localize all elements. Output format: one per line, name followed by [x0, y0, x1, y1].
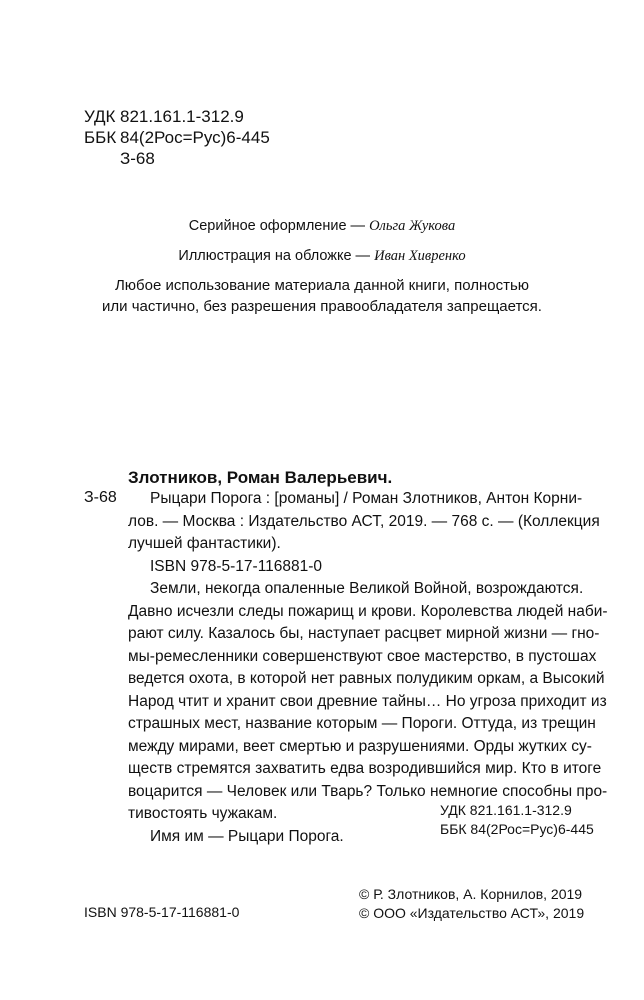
classification-block	[84, 106, 270, 169]
rights-notice	[0, 275, 644, 317]
annotation-line: страшных мест, название которым — Пороги. Оттуда, из трещин	[128, 715, 596, 732]
footer-isbn: ISBN 978-5-17-116881-0	[84, 904, 240, 920]
cover-illustration-name: Иван Хивренко	[374, 248, 466, 264]
annotation-line: ведется охота, в которой нет равных полудиким оркам, а Высокий	[128, 670, 605, 687]
bbk-value: 84(2Рос=Рус)6-445	[120, 128, 270, 147]
rights-notice-line: или частично, без разрешения правообладателя запрещается.	[102, 298, 542, 315]
bbk-row	[84, 127, 270, 148]
copyright-authors: © Р. Злотников, А. Корнилов, 2019	[359, 886, 583, 902]
footer-udk: УДК 821.161.1-312.9	[440, 802, 572, 818]
copyright-block	[359, 885, 584, 923]
udk-row	[84, 106, 270, 127]
annotation-line: между мирами, веет смертью и разрушениями. Орды жутких су-	[128, 737, 592, 755]
description-line: Рыцари Порога : [романы] / Роман Злотников, Антон Корни-	[150, 490, 583, 507]
annotation-line: тивостоять чужакам.	[128, 805, 278, 822]
series-design-name: Ольга Жукова	[369, 218, 456, 234]
cover-illustration-label: Иллюстрация на обложке —	[178, 248, 375, 264]
footer-bbk: ББК 84(2Рос=Рус)6-445	[440, 821, 594, 837]
series-design-credit	[0, 218, 644, 235]
annotation-line: рают силу. Казалось бы, наступает расцвет мирной жизни — гно-	[128, 625, 600, 642]
annotation-line: воцарится — Человек или Тварь? Только немногие способны про-	[128, 782, 608, 800]
series-design-label: Серийное оформление —	[188, 218, 370, 234]
udk-label: УДК	[84, 107, 116, 126]
description-line: лучшей фантастики).	[128, 535, 281, 552]
annotation-line: Земли, некогда опаленные Великой Войной, возрождаются.	[150, 580, 584, 597]
catalog-author-mark: З-68	[84, 489, 117, 506]
rights-notice-line: Любое использование материала данной книги, полностью	[114, 277, 530, 294]
author-mark: З-68	[120, 149, 155, 168]
annotation-line: Давно исчезли следы пожарищ и крови. Королевства людей наби-	[128, 602, 608, 620]
annotation-line: ществ стремятся захватить едва возродившийся мир. Кто в итоге	[128, 760, 602, 777]
catalog-isbn: ISBN 978-5-17-116881-0	[150, 557, 323, 575]
footer-classification	[440, 801, 594, 839]
copyright-publisher: © ООО «Издательство АСТ», 2019	[359, 905, 585, 921]
udk-value: 821.161.1-312.9	[120, 107, 244, 126]
cover-illustration-credit	[0, 248, 644, 265]
catalog-author-heading: Злотников, Роман Валерьевич.	[128, 468, 393, 487]
bbk-label: ББК	[84, 128, 117, 147]
catalog-description	[128, 488, 600, 578]
annotation-line: Народ чтит и хранит свои древние тайны… Но угроза приходит из	[128, 692, 607, 710]
annotation-closing: Имя им — Рыцари Порога.	[150, 827, 344, 845]
description-line: лов. — Москва : Издательство АСТ, 2019. — 768 с. — (Коллекция	[128, 512, 600, 530]
annotation-full-text	[0, 0, 1, 1]
annotation-line: мы-ремесленники совершенствуют свое мастерство, в пустошах	[128, 647, 597, 665]
